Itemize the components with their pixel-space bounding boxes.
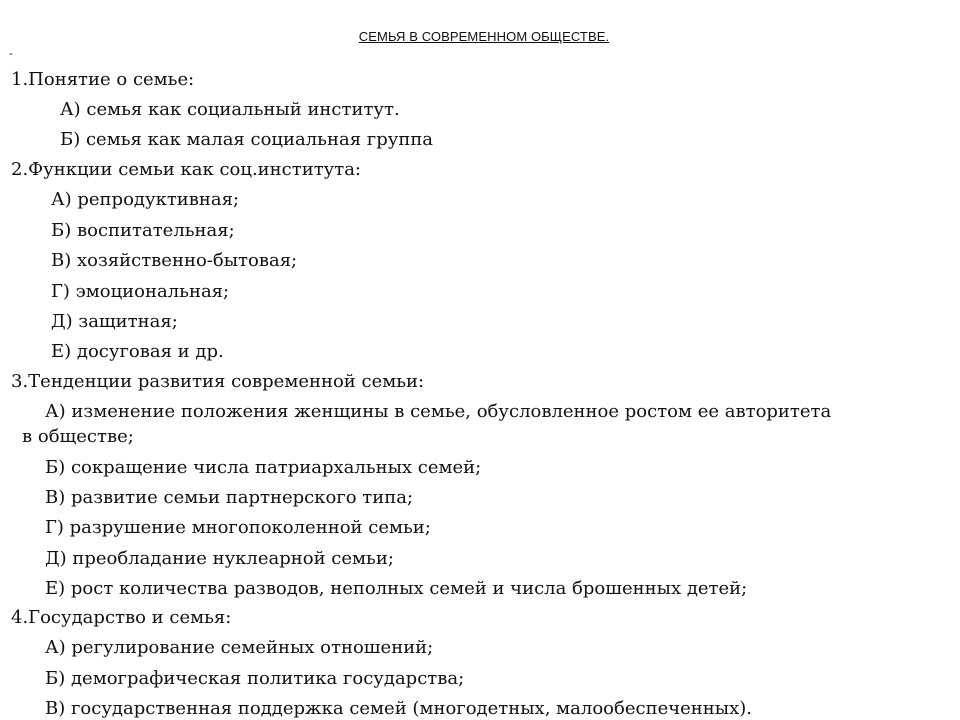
section-4-item-a: А) регулирование семейных отношений; (45, 637, 434, 658)
section-3-item-b: Б) сокращение числа патриархальных семей; (45, 457, 482, 478)
section-3-item-f: Е) рост количества разводов, неполных семей и числа брошенных детей; (45, 578, 748, 599)
section-3-heading: 3.Тенденции развития современной семьи: (11, 371, 425, 392)
section-2-item-d: Г) эмоциональная; (51, 281, 230, 302)
stray-dash: - (9, 48, 13, 60)
section-4-heading: 4.Государство и семья: (11, 607, 232, 628)
section-2-item-f: Е) досуговая и др. (51, 341, 224, 362)
section-3-item-d: Г) разрушение многопоколенной семьи; (45, 517, 431, 538)
section-4-item-b: Б) демографическая политика государства; (45, 668, 465, 689)
section-2-item-c: В) хозяйственно-бытовая; (51, 250, 298, 271)
section-3-item-c: В) развитие семьи партнерского типа; (45, 487, 414, 508)
section-1-item-a: А) семья как социальный институт. (60, 99, 400, 120)
section-2-item-b: Б) воспитательная; (51, 220, 235, 241)
section-2-item-a: А) репродуктивная; (51, 189, 240, 210)
section-2-item-e: Д) защитная; (51, 311, 178, 332)
section-2-heading: 2.Функции семьи как соц.института: (11, 159, 361, 180)
section-3-item-e: Д) преобладание нуклеарной семьи; (45, 548, 394, 569)
section-3-item-a: А) изменение положения женщины в семье, обусловленное ростом ее авторитета (45, 401, 832, 422)
section-3-item-a-continuation: в обществе; (22, 426, 134, 447)
section-1-heading: 1.Понятие о семье: (11, 69, 195, 90)
section-4-item-c: В) государственная поддержка семей (многодетных, малообеспеченных). (45, 698, 752, 719)
section-1-item-b: Б) семья как малая социальная группа (60, 129, 434, 150)
document-title: СЕМЬЯ В СОВРЕМЕННОМ ОБЩЕСТВЕ. (358, 29, 610, 44)
